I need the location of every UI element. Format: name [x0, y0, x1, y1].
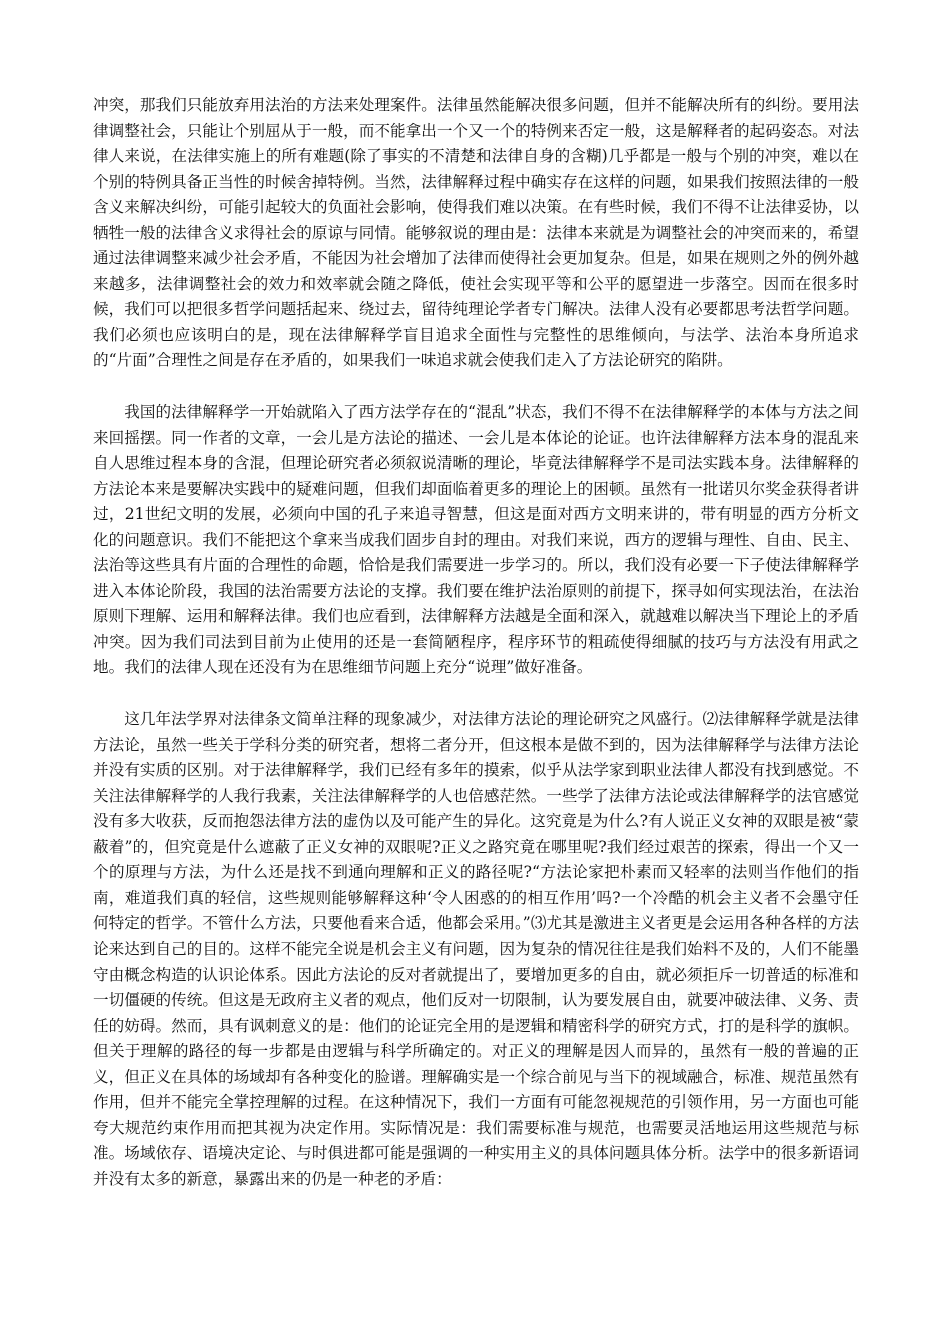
paragraph-legal-hermeneutics-confusion: 我国的法律解释学一开始就陷入了西方法学存在的“混乱”状态，我们不得不在法律解释学的本体与方法之间来回摇摆。同一作者的文章，一会儿是方法论的描述、一会儿是本体论的论证。也许法律解释方法本身的混乱来自人思维过程本身的含混，但理论研究者必须叙说清晰的理论，毕竟法律解释学不是司法实践本身。法律解释的方法论本来是要解决实践中的疑难问题，但我们却面临着更多的理论上的困顿。虽然有一批诺贝尔奖金获得者讲过，21世纪文明的发展，必须向中国的孔子来追寻智慧，但这是面对西方文明来讲的，带有明显的西方分析文化的问题意识。我们不能把这个拿来当成我们固步自封的理由。对我们来说，西方的逻辑与理性、自由、民主、法治等这些具有片面的合理性的命题，恰恰是我们需要进一步学习的。所以，我们没有必要一下子使法律解释学进入本体论阶段，我国的法治需要方法论的支撑。我们要在维护法治原则的前提下，探寻如何实现法治，在法治原则下理解、运用和解释法律。我们也应看到，法律解释方法越是全面和深入，就越难以解决当下理论上的矛盾冲突。因为我们司法到目前为止使用的还是一套简陋程序，程序环节的粗疏使得细腻的技巧与方法没有用武之地。我们的法律人现在还没有为在思维细节问题上充分“说理”做好准备。 — [93, 403, 859, 677]
document-page — [93, 93, 859, 1192]
paragraph-continuation: 冲突，那我们只能放弃用法治的方法来处理案件。法律虽然能解决很多问题，但并不能解决所有的纠纷。要用法律调整社会，只能让个别屈从于一般，而不能拿出一个又一个的特例来否定一般，这是解释者的起码姿态。对法律人来说，在法律实施上的所有难题(除了事实的不清楚和法律自身的含糊)几乎都是一般与个别的冲突，难以在个别的特例具备正当性的时候舍掉特例。当然，法律解释过程中确实存在这样的问题，如果我们按照法律的一般含义来解决纠纷，可能引起较大的负面社会影响，使得我们难以决策。在有些时候，我们不得不让法律妥协，以牺牲一般的法律含义求得社会的原谅与同情。能够叙说的理由是：法律本来就是为调整社会的冲突而来的，希望通过法律调整来减少社会矛盾，不能因为社会增加了法律而使得社会更加复杂。但是，如果在规则之外的例外越来越多，法律调整社会的效力和效率就会随之降低，使社会实现平等和公平的愿望进一步落空。因而在很多时候，我们可以把很多哲学问题括起来、绕过去，留待纯理论学者专门解决。法律人没有必要都思考法哲学问题。我们必须也应该明白的是，现在法律解释学盲目追求全面性与完整性的思维倾向，与法学、法治本身所追求的“片面”合理性之间是存在矛盾的，如果我们一味追求就会使我们走入了方法论研究的陷阱。 — [93, 96, 859, 370]
paragraph-legal-methodology-debate: 这几年法学界对法律条文简单注释的现象减少，对法律方法论的理论研究之风盛行。⑵法律解释学就是法律方法论，虽然一些关于学科分类的研究者，想将二者分开，但这根本是做不到的，因为法律解释学与法律方法论并没有实质的区别。对于法律解释学，我们已经有多年的摸索，似乎从法学家到职业法律人都没有找到感觉。不关注法律解释学的人我行我素，关注法律解释学的人也倍感茫然。一些学了法律方法论或法律解释学的法官感觉没有多大收获，反而抱怨法律方法的虚伪以及可能产生的异化。这究竟是为什么?有人说正义女神的双眼是被“蒙蔽着”的，但究竟是什么遮蔽了正义女神的双眼呢?正义之路究竟在哪里呢?我们经过艰苦的探索，得出一个又一个的原理与方法，为什么还是找不到通向理解和正义的路径呢?“方法论家把朴素而又轻率的法则当作他们的指南，难道我们真的轻信，这些规则能够解释这种‘令人困惑的的相互作用’吗?一个冷酷的机会主义者不会墨守任何特定的哲学。不管什么方法，只要他看来合适，他都会采用。”⑶尤其是激进主义者更是会运用各种各样的方法论来达到自己的目的。这样不能完全说是机会主义有问题，因为复杂的情况往往是我们始料不及的，人们不能墨守由概念构造的认识论体系。因此方法论的反对者就提出了，要增加更多的自由，就必须拒斥一切普适的标准和一切僵硬的传统。但这是无政府主义者的观点，他们反对一切限制，认为要发展自由，就要冲破法律、义务、责任的妨碍。然而，具有讽刺意义的是：他们的论证完全用的是逻辑和精密科学的研究方式，打的是科学的旗帜。但关于理解的路径的每一步都是由逻辑与科学所确定的。对正义的理解是因人而异的，虽然有一般的普遍的正义，但正义在具体的场域却有各种变化的脸谱。理解确实是一个综合前见与当下的视域融合，标准、规范虽然有作用，但并不能完全掌控理解的过程。在这种情况下，我们一方面有可能忽视规范的引领作用，另一方面也可能夸大规范约束作用而把其视为决定作用。实际情况是：我们需要标准与规范，也需要灵活地运用这些规范与标准。场域依存、语境决定论、与时俱进都可能是强调的一种实用主义的具体问题具体分析。法学中的很多新语词并没有太多的新意，暴露出来的仍是一种老的矛盾： — [93, 710, 859, 1188]
